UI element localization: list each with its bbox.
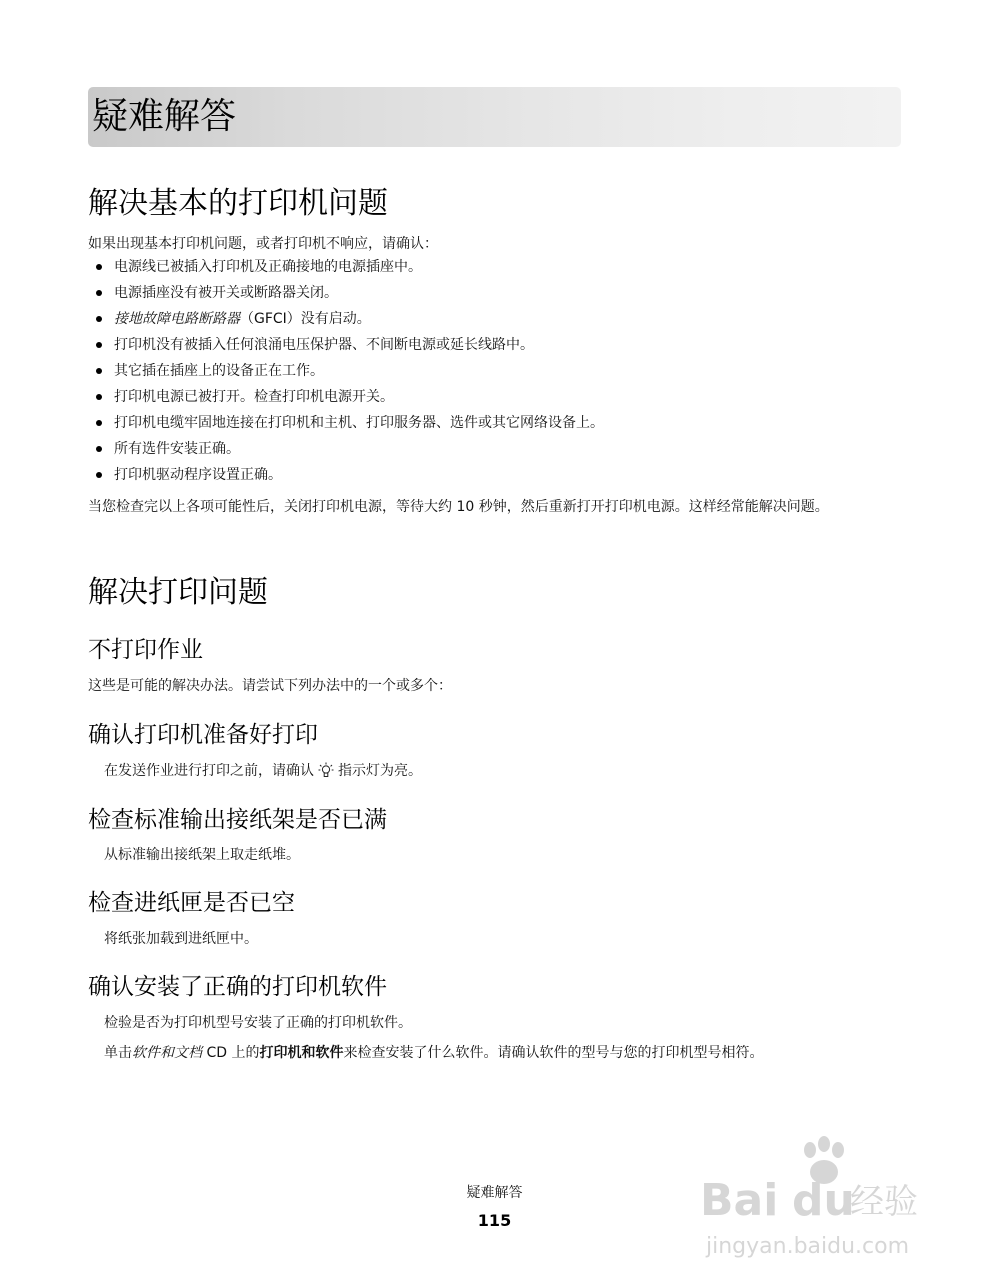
cd-title: 软件和文档 (132, 1045, 202, 1061)
item-text-before-icon: 在发送作业进行打印之前，请确认 (104, 763, 314, 779)
checklist (88, 258, 604, 492)
item-text-tray-empty: 将纸张加载到进纸匣中。 (104, 931, 258, 947)
item-title-tray-empty: 检查进纸匣是否已空 (88, 890, 295, 916)
bullet-icon (96, 316, 102, 322)
chapter-banner (88, 87, 901, 147)
chapter-title: 疑难解答 (92, 96, 237, 137)
item-title-output-bin: 检查标准输出接纸架是否已满 (88, 807, 387, 833)
subsection-intro: 这些是可能的解决办法。请尝试下列办法中的一个或多个： (88, 678, 452, 694)
baidu-watermark (700, 1130, 940, 1270)
list-item-text: 电源插座没有被开关或断路器关闭。 (114, 285, 338, 301)
section-title-basic-problems: 解决基本的打印机问题 (88, 186, 388, 221)
section-title-print-problems: 解决打印问题 (88, 575, 268, 610)
item-text-printer-ready (104, 762, 422, 780)
list-item-text: 打印机电源已被打开。检查打印机电源开关。 (114, 389, 394, 405)
bullet-icon (96, 368, 102, 374)
watermark-brand: Bai (700, 1175, 779, 1226)
item-title-software: 确认安装了正确的打印机软件 (88, 974, 387, 1000)
list-item-text: 打印机驱动程序设置正确。 (114, 467, 282, 483)
section1-intro: 如果出现基本打印机问题，或者打印机不响应，请确认： (88, 236, 438, 252)
item-text-software-cd (104, 1044, 763, 1062)
item-text-after-icon: 指示灯为亮。 (338, 763, 422, 779)
bullet-icon (96, 420, 102, 426)
list-item (88, 440, 604, 466)
list-item (88, 310, 604, 336)
bullet-icon (96, 290, 102, 296)
list-item (88, 362, 604, 388)
watermark-url: jingyan.baidu.com (706, 1234, 910, 1259)
cd-mid: CD 上的 (202, 1045, 260, 1061)
list-item (88, 466, 604, 492)
watermark-product: 经验 (850, 1182, 918, 1222)
section1-closing: 当您检查完以上各项可能性后，关闭打印机电源，等待大约 10 秒钟，然后重新打开打印机电源。这样经常能解决问题。 (88, 499, 829, 515)
footer-chapter-label: 疑难解答 (466, 1185, 523, 1201)
item-text-output-bin: 从标准输出接纸架上取走纸堆。 (104, 847, 300, 863)
list-item-text: 电源线已被插入打印机及正确接地的电源插座中。 (114, 259, 422, 275)
bullet-icon (96, 342, 102, 348)
cd-suffix: 来检查安装了什么软件。请确认软件的型号与您的打印机型号相符。 (343, 1045, 764, 1061)
bullet-icon (96, 394, 102, 400)
cd-prefix: 单击 (104, 1045, 132, 1061)
page-number: 115 (477, 1211, 512, 1230)
list-item (88, 258, 604, 284)
bullet-icon (96, 472, 102, 478)
item-text-software: 检验是否为打印机型号安装了正确的打印机软件。 (104, 1015, 412, 1031)
list-item (88, 336, 604, 362)
item-title-printer-ready: 确认打印机准备好打印 (88, 722, 318, 748)
list-item-text: 打印机没有被插入任何浪涌电压保护器、不间断电源或延长线路中。 (114, 337, 534, 353)
bullet-icon (96, 446, 102, 452)
lightbulb-icon (318, 762, 334, 778)
gfci-status: （GFCI）没有启动。 (240, 311, 371, 327)
bullet-icon (96, 264, 102, 270)
watermark-brand2: du (792, 1175, 855, 1226)
gfci-term: 接地故障电路断路器 (114, 311, 240, 327)
list-item-text: 打印机电缆牢固地连接在打印机和主机、打印服务器、选件或其它网络设备上。 (114, 415, 604, 431)
list-item-text: 其它插在插座上的设备正在工作。 (114, 363, 324, 379)
subsection-title-jobs-not-printing: 不打印作业 (88, 637, 203, 663)
list-item-text: 所有选件安装正确。 (114, 441, 240, 457)
cd-option: 打印机和软件 (259, 1045, 344, 1061)
list-item (88, 388, 604, 414)
list-item (88, 414, 604, 440)
list-item (88, 284, 604, 310)
